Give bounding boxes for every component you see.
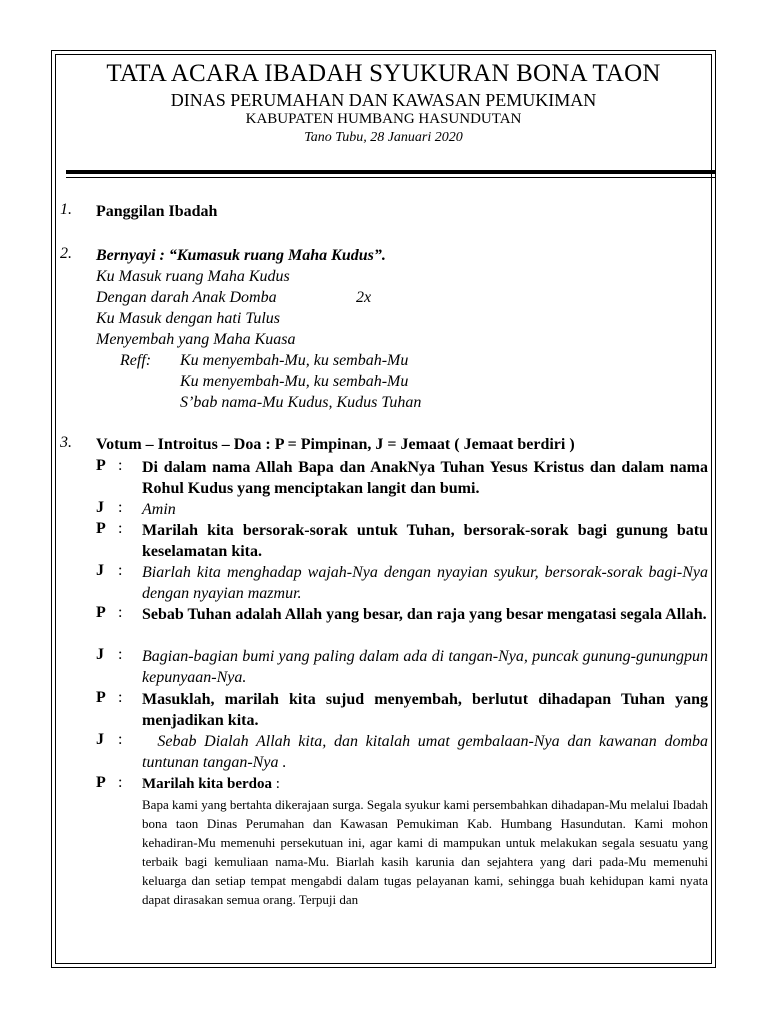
speaker-colon: : [118,457,123,474]
dialogue-text: Biarlah kita menghadap wajah-Nya dengan nyayian syukur, bersorak-sorak bagi-Nya dengan nyayian mazmur. [142,564,708,602]
speaker-colon: : [118,499,123,516]
reff-line: Ku menyembah-Mu, ku sembah-Mu [180,373,409,390]
document-title: TATA ACARA IBADAH SYUKURAN BONA TAON [106,60,661,87]
reff-line: S’bab nama-Mu Kudus, Kudus Tuhan [180,394,422,411]
song-line: Ku Masuk dengan hati Tulus [96,310,281,327]
speaker-colon: : [118,604,123,621]
prayer-title: Marilah kita berdoa [142,776,272,792]
dialogue-text: Di dalam nama Allah Bapa dan AnakNya Tuhan Yesus Kristus dan dalam nama Rohul Kudus yang menciptakan langit dan bumi. [142,459,708,497]
speaker-label: P [96,520,106,537]
section-title-panggilan: Panggilan Ibadah [96,203,218,220]
dialogue-text: Marilah kita bersorak-sorak untuk Tuhan, bersorak-sorak bagi gunung batu keselamatan kita. [142,522,708,560]
speaker-label: J [96,646,104,663]
speaker-label: P [96,689,106,706]
song-repeat-mark: 2x [356,289,372,306]
song-line: Menyembah yang Maha Kuasa [96,331,296,348]
speaker-colon: : [118,689,123,706]
dialogue-text: Sebab Tuhan adalah Allah yang besar, dan raja yang besar mengatasi segala Allah. [142,606,707,623]
song-line: Dengan darah Anak Domba [96,289,277,306]
dialogue-text: Amin [142,501,176,518]
speaker-colon: : [118,520,123,537]
header-divider-thin [66,177,716,178]
header-divider-thick [66,170,716,174]
speaker-label: P [96,774,106,791]
dialogue-text: Masuklah, marilah kita sujud menyembah, berlutut dihadapan Tuhan yang menjadikan kita. [142,691,708,729]
speaker-label: J [96,499,104,516]
speaker-colon: : [118,562,123,579]
song-line: Ku Masuk ruang Maha Kudus [96,268,290,285]
document-subtitle: DINAS PERUMAHAN DAN KAWASAN PEMUKIMAN [170,90,597,110]
document-regency: KABUPATEN HUMBANG HASUNDUTAN [245,111,522,127]
speaker-colon: : [118,731,123,748]
section-title-votum: Votum – Introitus – Doa : P = Pimpinan, J = Jemaat ( Jemaat berdiri ) [96,436,575,453]
section-number: 1. [60,201,72,218]
dialogue-text: Sebab Dialah Allah kita, dan kitalah umat gembalaan-Nya dan kawanan domba tuntunan tangan-Nya . [142,733,712,771]
dialogue-text: Bagian-bagian bumi yang paling dalam ada di tangan-Nya, puncak gunung-gunungpun kepunyaan-Nya. [142,648,708,686]
prayer-text: Bapa kami yang bertahta dikerajaan surga. Segala syukur kami persembahkan dihadapan-Mu melalui Ibadah bona taon Dinas Perumahan dan Kawasan Pemukiman Kab. Humbang Hasundutan. Kami mohon kehadiran-Mu memenuhi persekutuan ini, agar kami di mampukan untuk melakukan segala sesuatu yang terbaik bagi kemuliaan nama-Mu. Biarlah kasih karunia dan sejahtera yang dari pada-Mu memenuhi keluarga dan setiap tempat mengabdi dalam tugas pelayanan kami, sehingga buah kehidupan kami nyata dapat dirasakan semua orang. Terpuji dan [142,797,708,907]
document-date: Tano Tubu, 28 Januari 2020 [304,130,463,145]
speaker-label: P [96,457,106,474]
speaker-label: P [96,604,106,621]
reff-line: Ku menyembah-Mu, ku sembah-Mu [180,352,409,369]
section-title-bernyanyi: Bernyayi : “Kumasuk ruang Maha Kudus”. [96,247,386,264]
document-header [55,58,712,147]
reff-label: Reff: [120,352,152,369]
prayer-title-colon: : [272,776,280,792]
speaker-label: J [96,731,104,748]
speaker-label: J [96,562,104,579]
speaker-colon: : [118,646,123,663]
section-number: 3. [60,434,72,451]
section-number: 2. [60,245,72,262]
speaker-colon: : [118,774,123,791]
